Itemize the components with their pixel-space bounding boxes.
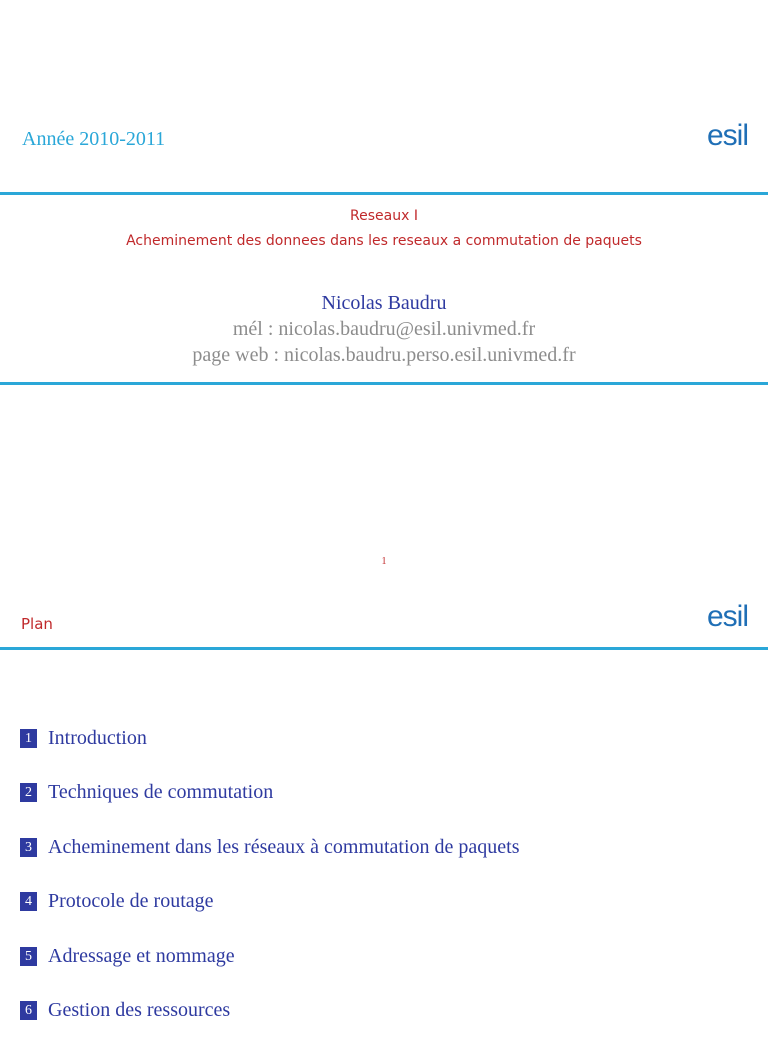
course-subtitle: Acheminement des donnees dans les reseaux a commutation de paquets [0, 229, 768, 254]
toc-item [20, 875, 520, 930]
section-number-badge: 5 [20, 947, 37, 966]
author-email: mél : nicolas.baudru@esil.univmed.fr [0, 316, 768, 342]
section-label: Gestion des ressources [48, 999, 230, 1022]
author-block [0, 290, 768, 368]
section-label: Protocole de routage [48, 890, 214, 913]
slide-title: Plan [21, 615, 53, 633]
esil-logo: esil [707, 119, 748, 153]
academic-year: Année 2010-2011 [22, 128, 165, 151]
plan-slide [0, 575, 768, 1024]
toc-item [20, 984, 520, 1038]
section-number-badge: 2 [20, 783, 37, 802]
toc-item [20, 820, 520, 875]
course-title: Reseaux I [0, 204, 768, 229]
page-number: 1 [0, 556, 768, 567]
section-number-badge: 3 [20, 838, 37, 857]
author-name: Nicolas Baudru [0, 290, 768, 316]
author-website: page web : nicolas.baudru.perso.esil.univmed.fr [0, 342, 768, 368]
top-divider [0, 192, 768, 195]
course-heading [0, 204, 768, 254]
toc-item [20, 929, 520, 984]
toc-item [20, 766, 520, 821]
section-number-badge: 1 [20, 729, 37, 748]
header-divider [0, 647, 768, 650]
bottom-divider [0, 382, 768, 385]
section-label: Techniques de commutation [48, 781, 273, 804]
section-label: Adressage et nommage [48, 945, 235, 968]
section-label: Introduction [48, 727, 147, 750]
section-label: Acheminement dans les réseaux à commutation de paquets [48, 836, 520, 859]
esil-logo: esil [707, 600, 748, 634]
table-of-contents [20, 711, 520, 1038]
section-number-badge: 6 [20, 1001, 37, 1020]
toc-item [20, 711, 520, 766]
section-number-badge: 4 [20, 892, 37, 911]
